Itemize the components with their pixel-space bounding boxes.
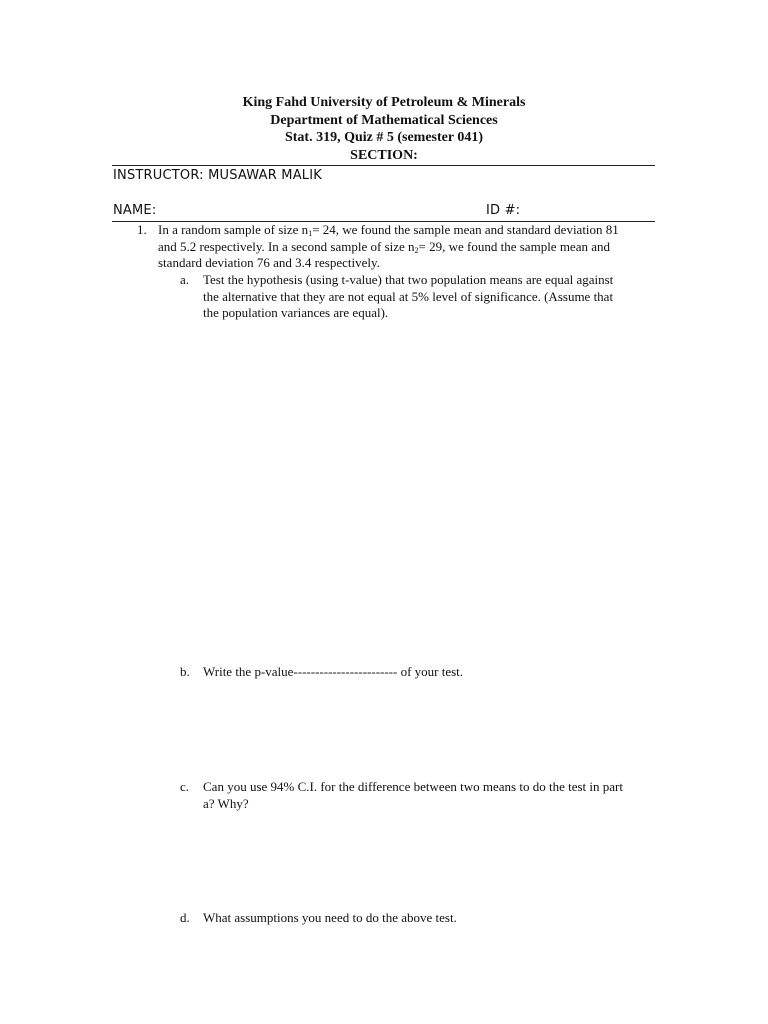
question-intro	[158, 222, 658, 272]
name-label: NAME:	[113, 203, 157, 218]
part-b-letter: b.	[180, 664, 190, 679]
university-title: King Fahd University of Petroleum & Minerals	[242, 95, 526, 110]
id-label: ID #:	[486, 203, 521, 218]
question-intro-line-1: In a random sample of size $n_1= 24$, we found the sample mean and standard deviation 81	[158, 222, 619, 238]
course-quiz-title: Stat. 319, Quiz # 5 (semester 041)	[284, 130, 484, 145]
part-b-text	[203, 664, 663, 681]
part-c-line: a? Why?	[203, 795, 249, 811]
part-a-line: Test the hypothesis (using t-value) that two population means are equal against	[203, 272, 614, 287]
part-b-line: Write the p-value------------------------ of your test.	[203, 664, 464, 679]
part-d-line: What assumptions you need to do the above test.	[203, 910, 457, 925]
part-c-text	[203, 779, 663, 812]
part-c-line: Can you use 94% C.I. for the difference between two means to do the test in part	[203, 779, 623, 794]
part-a-text	[203, 272, 663, 322]
part-c-letter: c.	[180, 779, 190, 794]
question-intro-line-3: standard deviation 76 and 3.4 respectively.	[158, 255, 380, 270]
part-d-letter: d.	[180, 910, 190, 925]
question-number: 1.	[137, 222, 147, 237]
department-title: Department of Mathematical Sciences	[270, 113, 498, 128]
instructor-label: INSTRUCTOR: MUSAWAR MALIK	[113, 168, 323, 183]
header-divider	[112, 165, 655, 166]
part-a-line: the population variances are equal).	[203, 305, 389, 320]
section-label: SECTION:	[350, 148, 418, 163]
question-intro-line-2: and 5.2 respectively. In a second sample of size $n_2= 29$, we found the sample mean and	[158, 238, 610, 255]
part-a-letter: a.	[180, 272, 190, 287]
part-d-text	[203, 910, 663, 927]
part-a-line: the alternative that they are not equal at 5% level of significance. (Assume that	[203, 288, 614, 304]
